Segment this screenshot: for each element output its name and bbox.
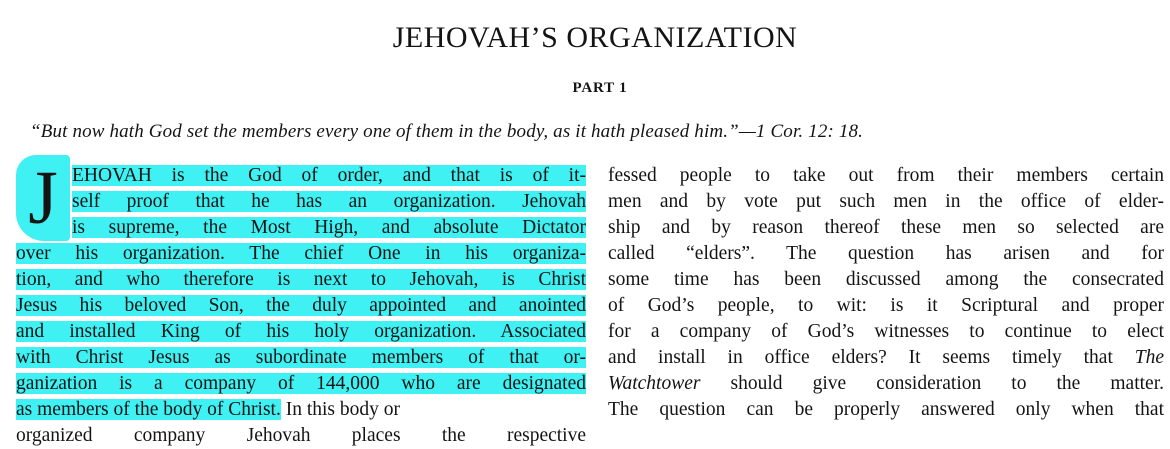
body-line: self proof that he has an organization. Jehovah — [72, 191, 586, 212]
body-line: as members of the body of Christ. In this body or — [16, 399, 401, 420]
body-line: and install in office elders? It seems timely that The — [608, 347, 1165, 368]
highlighted-text: as members of the body of Christ. — [16, 399, 281, 420]
left-column — [16, 156, 586, 449]
drop-cap: J — [16, 155, 70, 241]
body-line: over his organization. The chief One in his organiza- — [16, 243, 586, 264]
body-line: Jesus his beloved Son, the duly appointed and anointed — [16, 295, 586, 316]
body-line: some time has been discussed among the consecrated — [608, 269, 1164, 290]
body-line: and installed King of his holy organization. Associated — [16, 321, 586, 342]
body-line: ganization is a company of 144,000 who are designated — [16, 373, 586, 394]
body-line: tion, and who therefore is next to Jehovah, is Christ — [16, 269, 586, 290]
article-title: JEHOVAH’S ORGANIZATION — [392, 21, 798, 54]
body-line: called “elders”. The question has arisen and for — [608, 243, 1164, 264]
body-line: organized company Jehovah places the respective — [16, 425, 586, 446]
body-line: for a company of God’s witnesses to continue to elect — [608, 321, 1164, 342]
body-line: Watchtower should give consideration to the matter. — [608, 373, 1164, 394]
body-line: men and by vote put such men in the office of elder- — [608, 191, 1164, 212]
body-line: is supreme, the Most High, and absolute Dictator — [72, 217, 586, 238]
body-line: ship and by reason thereof these men so selected are — [608, 217, 1164, 238]
right-column — [608, 163, 1164, 423]
epigraph-quote: “But now hath God set the members every one of them in the body, as it hath pleased him.”—1 Cor. 12: 18. — [30, 121, 864, 142]
part-heading: PART 1 — [572, 80, 628, 96]
body-line: of God’s people, to wit: is it Scriptural and proper — [608, 295, 1164, 316]
body-line: EHOVAH is the God of order, and that is of it- — [72, 165, 586, 186]
body-line: The question can be properly answered only when that — [608, 399, 1164, 420]
body-line: with Christ Jesus as subordinate members of that or- — [16, 347, 586, 368]
body-line: fessed people to take out from their members certain — [608, 165, 1164, 186]
